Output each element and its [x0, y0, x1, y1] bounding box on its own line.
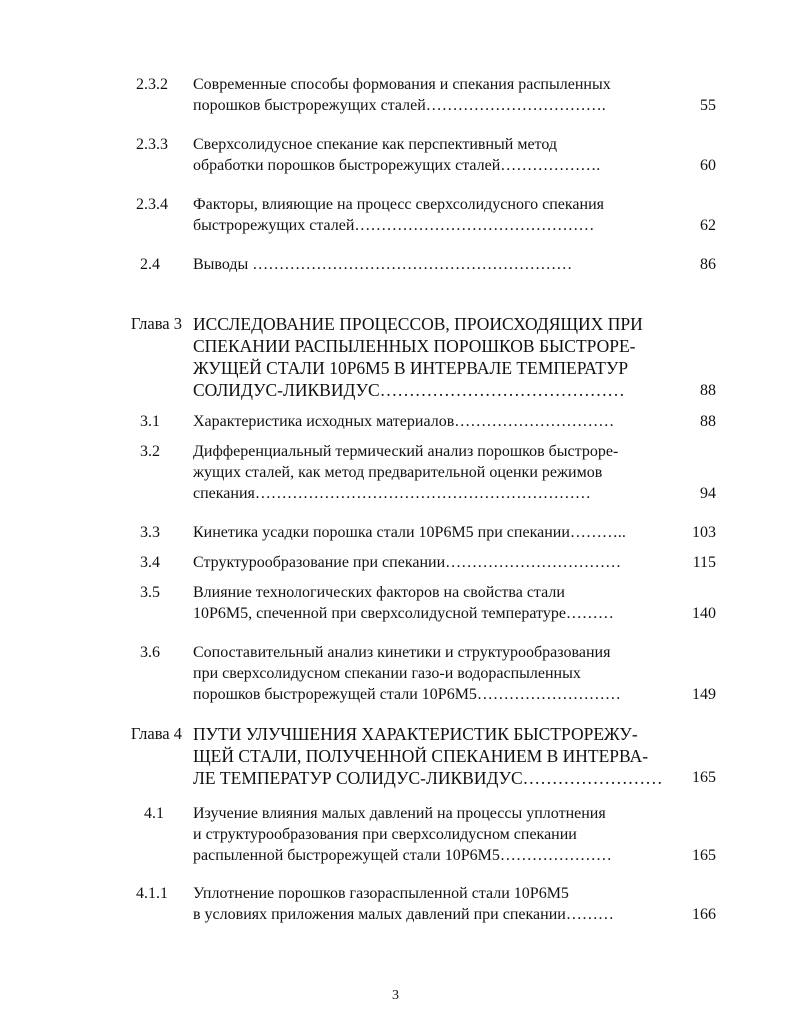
toc-entry-page: 140	[692, 605, 716, 622]
toc-entry-line: порошков быстрорежущей стали 10Р6М5………………………	[193, 686, 621, 703]
toc-entry-line: обработки порошков быстрорежущих сталей……………….	[193, 157, 601, 174]
toc-entry-line: ЖУЩЕЙ СТАЛИ 10Р6М5 В ИНТЕРВАЛЕ ТЕМПЕРАТУР	[193, 358, 629, 378]
toc-entry-line: ПУТИ УЛУЧШЕНИЯ ХАРАКТЕРИСТИК БЫСТРОРЕЖУ-	[193, 724, 638, 744]
toc-entry-page: 86	[700, 256, 716, 273]
toc-entry-line: спекания………………………………………………………	[193, 485, 591, 502]
toc-entry-number: 2.3.2	[136, 76, 168, 93]
toc-entry-line: в условиях приложения малых давлений при спекании………	[193, 906, 614, 923]
toc-entry-title	[193, 411, 614, 432]
toc-entry-number: 4.1	[144, 805, 164, 822]
toc-entry-line: Сопоставительный анализ кинетики и структурообразования	[193, 644, 611, 661]
toc-entry-page: 165	[692, 847, 716, 864]
toc-entry-page: 60	[700, 157, 716, 174]
toc-entry-title	[193, 74, 611, 116]
toc-chapter-number: Глава 3	[130, 314, 182, 333]
toc-entry-line: Сверхсолидусное спекание как перспективный метод	[193, 136, 558, 153]
toc-entry-line: Характеристика исходных материалов…………………………	[193, 413, 615, 430]
toc-entry-line: ЛЕ ТЕМПЕРАТУР СОЛИДУС-ЛИКВИДУС……………………	[193, 768, 663, 788]
toc-entry-title	[193, 552, 621, 573]
toc-entry-page: 166	[692, 906, 716, 923]
toc-entry-line: жущих сталей, как метод предварительной оценки режимов	[193, 464, 603, 481]
toc-chapter-title	[193, 723, 663, 789]
toc-entry-line: порошков быстрорежущих сталей…………………………….	[193, 97, 606, 114]
toc-entry-line: СПЕКАНИИ РАСПЫЛЕННЫХ ПОРОШКОВ БЫСТРОРЕ-	[193, 336, 636, 356]
toc-entry-page: 62	[700, 217, 716, 234]
toc-entry-line: и структурообразования при сверхсолидусном спекании	[193, 826, 577, 843]
toc-entry-number: 3.6	[140, 644, 160, 661]
page-number: 3	[392, 988, 399, 1003]
toc-chapter-number: Глава 4	[130, 724, 182, 743]
toc-entry-line: СОЛИДУС-ЛИКВИДУС……………………………………	[193, 380, 625, 400]
toc-entry-title	[193, 582, 614, 624]
toc-entry-title	[193, 803, 612, 866]
toc-entry-line: Изучение влияния малых давлений на процессы уплотнения	[193, 805, 606, 822]
toc-entry-page: 94	[700, 485, 716, 502]
toc-entry-number: 3.5	[140, 584, 160, 601]
toc-entry-line: Современные способы формования и спекания распыленных	[193, 76, 611, 93]
toc-entry-title	[193, 194, 604, 236]
toc-entry-page: 149	[692, 686, 716, 703]
toc-entry-title	[193, 642, 621, 705]
toc-entry-line: Уплотнение порошков газораспыленной стали 10Р6М5	[193, 885, 569, 902]
toc-entry-number: 2.3.3	[136, 136, 168, 153]
toc-entry-line: распыленной быстрорежущей стали 10Р6М5…………………	[193, 847, 612, 864]
toc-entry-line: ЩЕЙ СТАЛИ, ПОЛУЧЕННОЙ СПЕКАНИЕМ В ИНТЕРВА-	[193, 746, 649, 766]
toc-entry-line: Дифференциальный термический анализ порошков быстроре-	[193, 443, 619, 460]
toc-entry-line: Факторы, влияющие на процесс сверхсолидусного спекания	[193, 196, 605, 213]
toc-entry-line: быстрорежущих сталей………………………………………	[193, 217, 595, 234]
toc-entry-line: ИССЛЕДОВАНИЕ ПРОЦЕССОВ, ПРОИСХОДЯЩИХ ПРИ	[193, 314, 643, 334]
toc-entry-number: 3.1	[140, 413, 160, 430]
toc-entry-page: 115	[692, 554, 716, 571]
toc-entry-page: 103	[692, 524, 716, 541]
toc-entry-title	[193, 883, 614, 925]
toc-entry-page: 88	[700, 413, 716, 430]
toc-entry-line: Выводы ……………………………………………………	[193, 256, 573, 273]
toc-entry-line: 10Р6М5, спеченной при сверхсолидусной температуре………	[193, 605, 614, 622]
toc-entry-line: Кинетика усадки порошка стали 10Р6М5 при спекании………..	[193, 524, 626, 541]
toc-entry-title	[193, 134, 600, 176]
toc-chapter-title	[193, 313, 643, 401]
toc-entry-number: 4.1.1	[136, 885, 168, 902]
toc-entry-number: 3.4	[140, 554, 160, 571]
toc-entry-title	[193, 254, 572, 275]
toc-entry-page: 88	[700, 382, 716, 399]
toc-entry-number: 3.3	[140, 524, 160, 541]
toc-entry-line: при сверхсолидусном спекании газо-и водораспыленных	[193, 665, 581, 682]
toc-entry-line: Влияние технологических факторов на свойства стали	[193, 584, 565, 601]
toc-entry-page: 55	[700, 97, 716, 114]
toc-entry-title	[193, 441, 618, 504]
toc-entry-number: 2.4	[140, 256, 160, 273]
toc-entry-number: 2.3.4	[136, 196, 168, 213]
toc-entry-line: Структурообразование при спекании……………………………	[193, 554, 622, 571]
toc-entry-number: 3.2	[140, 443, 160, 460]
toc-entry-page: 165	[692, 769, 716, 786]
toc-entry-title	[193, 522, 626, 543]
